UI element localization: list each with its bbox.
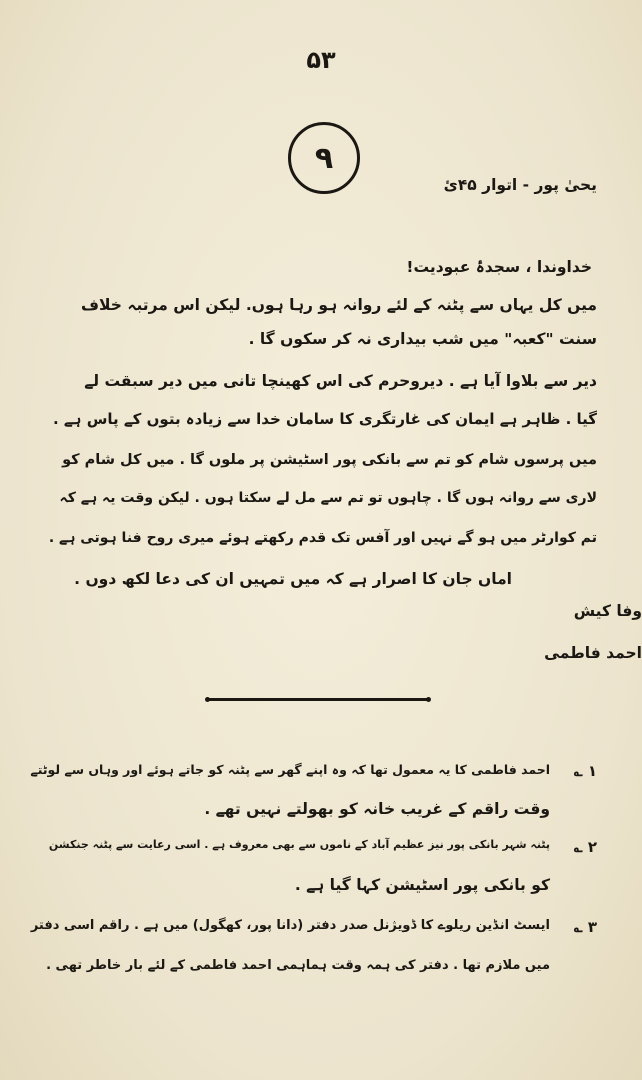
- footnote-line: پٹنہ شہر بانکی پور نیز عظیم آباد کے ناموں سے بھی معروف ہے . اسی رعایت سے پٹنہ جنکشن: [48, 838, 550, 851]
- footnote-marker: ۳ ؎: [573, 918, 597, 936]
- footnote-line: میں ملازم تھا . دفتر کی ہمہ وقت ہماہمی احمد فاطمی کے لئے بار خاطر تھی .: [46, 958, 550, 973]
- letter-line: تم کوارٹر میں ہو گے نہیں اور آفس تک قدم رکھتے ہوئے میری روح فنا ہوتی ہے .: [48, 530, 597, 546]
- letter-line: اماں جان کا اصرار ہے کہ میں تمہیں ان کی دعا لکھ دوں .: [74, 570, 512, 588]
- place-date-heading: یحیٰ پور - اتوار ۴۵ئ: [443, 176, 597, 194]
- letter-signature: احمد فاطمی: [544, 644, 642, 662]
- letter-line: سنت "کعبہ" میں شب بیداری نہ کر سکوں گا .: [248, 330, 597, 348]
- letter-line: میں پرسوں شام کو تم سے بانکی پور اسٹیشن پر ملوں گا . میں کل شام کو: [62, 452, 597, 468]
- chapter-number: ۹: [314, 140, 334, 176]
- section-divider: [208, 698, 428, 701]
- page-number: ۵۳: [306, 46, 336, 74]
- footnote-line: وقت راقم کے غریب خانہ کو بھولتے نہیں تھے .: [204, 800, 550, 818]
- footnote-marker: ۲ ؎: [573, 838, 597, 856]
- letter-line: میں کل یہاں سے پٹنہ کے لئے روانہ ہو رہا ہوں. لیکن اس مرتبہ خلاف: [81, 296, 597, 314]
- footnote-line: احمد فاطمی کا یہ معمول تھا کہ وہ اپنے گھر سے پٹنہ کو جاتے ہوئے اور وہاں سے لوٹتے: [30, 762, 550, 777]
- letter-closing: وفا کیش: [573, 602, 642, 620]
- footnote-marker: ۱ ؎: [573, 762, 597, 780]
- letter-line: گیا . ظاہر ہے ایمان کی غارتگری کا سامان خدا سے زیادہ بتوں کے پاس ہے .: [52, 410, 597, 428]
- letter-line: دیر سے بلاوا آیا ہے . دیروحرم کی اس کھینچا تانی میں دیر سبقت لے: [84, 372, 597, 390]
- footnote-line: ایسٹ انڈین ریلوے کا ڈویژنل صدر دفتر (دانا پور، کھگول) میں ہے . راقم اسی دفتر: [30, 918, 550, 933]
- letter-salutation: خداوندا ، سجدۂ عبودیت!: [406, 258, 592, 276]
- footnote-line: کو بانکی پور اسٹیشن کہا گیا ہے .: [294, 876, 550, 894]
- letter-line: لاری سے روانہ ہوں گا . چاہوں تو تم سے مل لے سکتا ہوں . لیکن وقت یہ ہے کہ: [59, 490, 597, 506]
